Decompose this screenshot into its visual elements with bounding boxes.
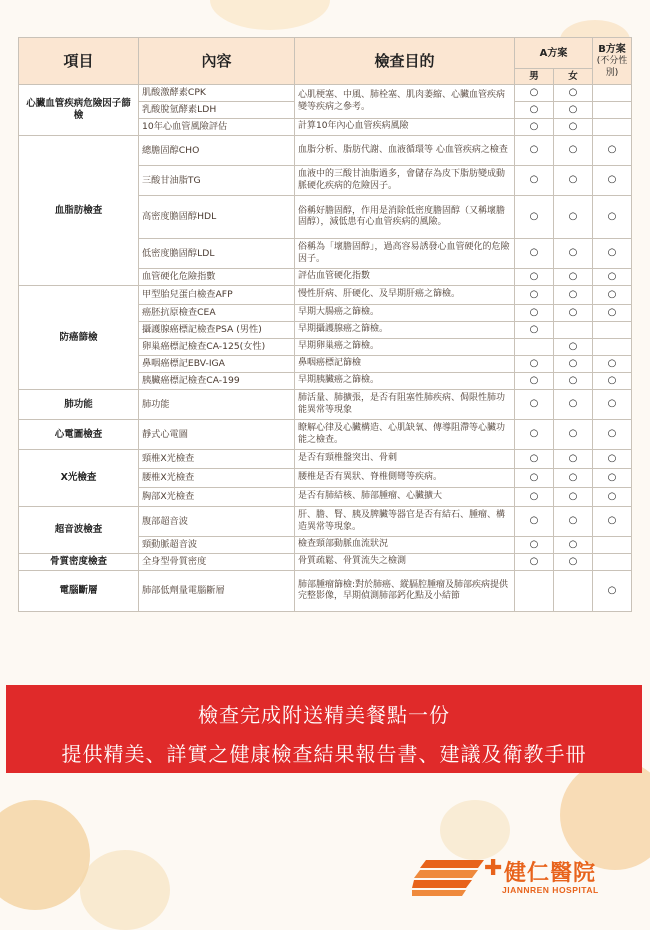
row-content: 胸部X光檢查 — [139, 488, 295, 507]
header-plan-b-note: (不分性別) — [596, 55, 628, 78]
mark-b-empty — [593, 537, 632, 554]
row-purpose: 計算10年內心血管疾病風險 — [295, 119, 515, 136]
mark-b-empty — [593, 554, 632, 571]
mark-female: ○ — [554, 390, 593, 420]
mark-male: ○ — [515, 269, 554, 286]
row-content: 腰椎X光檢查 — [139, 469, 295, 488]
row-content: 肺部低劑量電腦斷層 — [139, 571, 295, 612]
decor-flower — [440, 800, 510, 860]
mark-female-empty — [554, 571, 593, 612]
mark-b: ○ — [593, 390, 632, 420]
row-purpose: 早期卵巢癌之篩檢。 — [295, 339, 515, 356]
mark-female: ○ — [554, 450, 593, 469]
mark-b: ○ — [593, 571, 632, 612]
decor-flower — [80, 850, 170, 930]
header-female: 女 — [554, 69, 593, 85]
mark-b-empty — [593, 102, 632, 119]
row-content: 頸椎X光檢查 — [139, 450, 295, 469]
mark-b: ○ — [593, 450, 632, 469]
mark-female: ○ — [554, 85, 593, 102]
header-content: 內容 — [139, 38, 295, 85]
header-plan-b-label: B方案 — [598, 43, 626, 55]
row-content: 肌酸激酵素CPK — [139, 85, 295, 102]
mark-female: ○ — [554, 373, 593, 390]
category-ecg: 心電圖檢查 — [19, 420, 139, 450]
row-content: 10年心血管風險評估 — [139, 119, 295, 136]
row-purpose: 瞭解心律及心臟構造、心肌缺氧、傳導阻滯等心臟功能之檢查。 — [295, 420, 515, 450]
category-cancer: 防癌篩檢 — [19, 286, 139, 390]
mark-male: ○ — [515, 488, 554, 507]
mark-male: ○ — [515, 196, 554, 239]
mark-b: ○ — [593, 136, 632, 166]
mark-b: ○ — [593, 420, 632, 450]
logo-stripes-icon — [412, 860, 484, 896]
row-purpose: 骨質疏鬆、骨質流失之檢測 — [295, 554, 515, 571]
category-cardio: 心臟血管疾病危險因子篩檢 — [19, 85, 139, 136]
row-content: 卵巢癌標記檢查CA-125(女性) — [139, 339, 295, 356]
row-content: 腹部超音波 — [139, 507, 295, 537]
row-content: 高密度膽固醇HDL — [139, 196, 295, 239]
mark-b: ○ — [593, 469, 632, 488]
row-purpose: 俗稱好膽固醇，作用是消除低密度膽固醇（又稱壞膽固醇），減低患有心血管疾病的風險。 — [295, 196, 515, 239]
header-purpose: 檢查目的 — [295, 38, 515, 85]
mark-male: ○ — [515, 554, 554, 571]
mark-female: ○ — [554, 119, 593, 136]
row-content: 乳酸脫氫酵素LDH — [139, 102, 295, 119]
category-ultrasound: 超音波檢查 — [19, 507, 139, 554]
banner-line-1: 檢查完成附送精美餐點一份 — [198, 703, 450, 727]
banner-line-2: 提供精美、詳實之健康檢查結果報告書、建議及衛教手冊 — [61, 742, 587, 766]
header-male: 男 — [515, 69, 554, 85]
row-purpose: 肝、膽、腎、胰及脾臟等器官是否有結石、腫瘤、構造異常等現象。 — [295, 507, 515, 537]
mark-b-empty — [593, 119, 632, 136]
mark-male: ○ — [515, 119, 554, 136]
mark-female: ○ — [554, 269, 593, 286]
header-plan-a: A方案 — [515, 38, 593, 69]
row-purpose: 腰椎是否有異狀、脊椎側彎等疾病。 — [295, 469, 515, 488]
mark-male: ○ — [515, 356, 554, 373]
mark-male: ○ — [515, 286, 554, 305]
mark-female: ○ — [554, 420, 593, 450]
row-purpose: 是否有頸椎盤突出、骨刺 — [295, 450, 515, 469]
header-item: 項目 — [19, 38, 139, 85]
category-xray: X光檢查 — [19, 450, 139, 507]
mark-female: ○ — [554, 469, 593, 488]
category-bone: 骨質密度檢查 — [19, 554, 139, 571]
decor-flower — [210, 0, 330, 30]
mark-male-empty — [515, 339, 554, 356]
mark-b-empty — [593, 322, 632, 339]
mark-b: ○ — [593, 488, 632, 507]
mark-b-empty — [593, 339, 632, 356]
mark-female: ○ — [554, 305, 593, 322]
row-purpose: 慢性肝病、肝硬化、及早期肝癌之篩檢。 — [295, 286, 515, 305]
decor-flower — [0, 800, 90, 910]
mark-male: ○ — [515, 166, 554, 196]
mark-female: ○ — [554, 339, 593, 356]
row-purpose: 是否有肺結核、肺部腫瘤、心臟擴大 — [295, 488, 515, 507]
mark-female: ○ — [554, 196, 593, 239]
row-purpose: 檢查頸部動脈血流狀況 — [295, 537, 515, 554]
mark-b: ○ — [593, 286, 632, 305]
row-purpose: 肺部腫瘤篩檢:對於肺癌、縱膈腔腫瘤及肺部疾病提供完整影像，早期偵測肺部鈣化點及小結節 — [295, 571, 515, 612]
mark-male: ○ — [515, 420, 554, 450]
row-content: 三酸甘油脂TG — [139, 166, 295, 196]
checkup-table — [18, 37, 632, 612]
mark-female: ○ — [554, 239, 593, 269]
mark-b: ○ — [593, 373, 632, 390]
row-content: 甲型胎兒蛋白檢查AFP — [139, 286, 295, 305]
mark-female: ○ — [554, 136, 593, 166]
row-content: 血管硬化危險指數 — [139, 269, 295, 286]
row-content: 癌胚抗原檢查CEA — [139, 305, 295, 322]
logo-english-name: JIANNREN HOSPITAL — [502, 885, 599, 895]
mark-male: ○ — [515, 469, 554, 488]
mark-female: ○ — [554, 356, 593, 373]
row-purpose: 血液中的三酸甘油脂過多，會儲存為皮下脂肪變成動脈硬化疾病的危險因子。 — [295, 166, 515, 196]
row-purpose: 心肌梗塞、中風、肺栓塞、肌肉萎縮、心臟血管疾病變等疾病之參考。 — [295, 85, 515, 119]
mark-male: ○ — [515, 322, 554, 339]
mark-male: ○ — [515, 537, 554, 554]
mark-b: ○ — [593, 507, 632, 537]
row-content: 全身型骨質密度 — [139, 554, 295, 571]
row-content: 胰臟癌標記檢查CA-199 — [139, 373, 295, 390]
mark-female: ○ — [554, 507, 593, 537]
row-purpose: 早期攝護腺癌之篩檢。 — [295, 322, 515, 339]
row-purpose: 早期大腸癌之篩檢。 — [295, 305, 515, 322]
row-purpose: 評估血管硬化指數 — [295, 269, 515, 286]
mark-b: ○ — [593, 305, 632, 322]
category-ct: 電腦斷層 — [19, 571, 139, 612]
row-content: 頸動脈超音波 — [139, 537, 295, 554]
category-lung: 肺功能 — [19, 390, 139, 420]
mark-male: ○ — [515, 507, 554, 537]
mark-male: ○ — [515, 85, 554, 102]
mark-female: ○ — [554, 286, 593, 305]
medical-cross-icon: ✚ — [484, 856, 503, 881]
row-content: 低密度膽固醇LDL — [139, 239, 295, 269]
mark-male: ○ — [515, 239, 554, 269]
mark-male: ○ — [515, 136, 554, 166]
promo-banner — [6, 685, 642, 773]
row-purpose: 俗稱為「壞膽固醇」，過高容易誘發心血管硬化的危險因子。 — [295, 239, 515, 269]
mark-male: ○ — [515, 450, 554, 469]
mark-female: ○ — [554, 488, 593, 507]
mark-female: ○ — [554, 102, 593, 119]
mark-b-empty — [593, 85, 632, 102]
row-purpose: 鼻咽癌標記篩檢 — [295, 356, 515, 373]
mark-b: ○ — [593, 196, 632, 239]
row-purpose: 血脂分析、脂肪代謝、血液循環等 心血管疾病之檢查 — [295, 136, 515, 166]
mark-male: ○ — [515, 102, 554, 119]
logo-name: 健仁醫院 — [504, 861, 597, 886]
mark-b: ○ — [593, 166, 632, 196]
mark-female: ○ — [554, 537, 593, 554]
mark-male: ○ — [515, 305, 554, 322]
mark-male: ○ — [515, 373, 554, 390]
mark-b: ○ — [593, 269, 632, 286]
mark-male-empty — [515, 571, 554, 612]
row-content: 總膽固醇CHO — [139, 136, 295, 166]
row-content: 肺功能 — [139, 390, 295, 420]
row-purpose: 早期胰臟癌之篩檢。 — [295, 373, 515, 390]
mark-female-empty — [554, 322, 593, 339]
mark-male: ○ — [515, 390, 554, 420]
row-content: 鼻咽癌標記EBV-IGA — [139, 356, 295, 373]
category-lipid: 血脂肪檢查 — [19, 136, 139, 286]
mark-female: ○ — [554, 166, 593, 196]
hospital-logo — [412, 856, 622, 900]
mark-b: ○ — [593, 239, 632, 269]
decor-flower — [560, 760, 650, 870]
row-content: 靜式心電圖 — [139, 420, 295, 450]
header-plan-b — [593, 38, 632, 85]
mark-female: ○ — [554, 554, 593, 571]
row-purpose: 肺活量、肺擴張，是否有阻塞性肺疾病、侷限性肺功能異常等現象 — [295, 390, 515, 420]
row-content: 攝護腺癌標記檢查PSA (男性) — [139, 322, 295, 339]
mark-b: ○ — [593, 356, 632, 373]
